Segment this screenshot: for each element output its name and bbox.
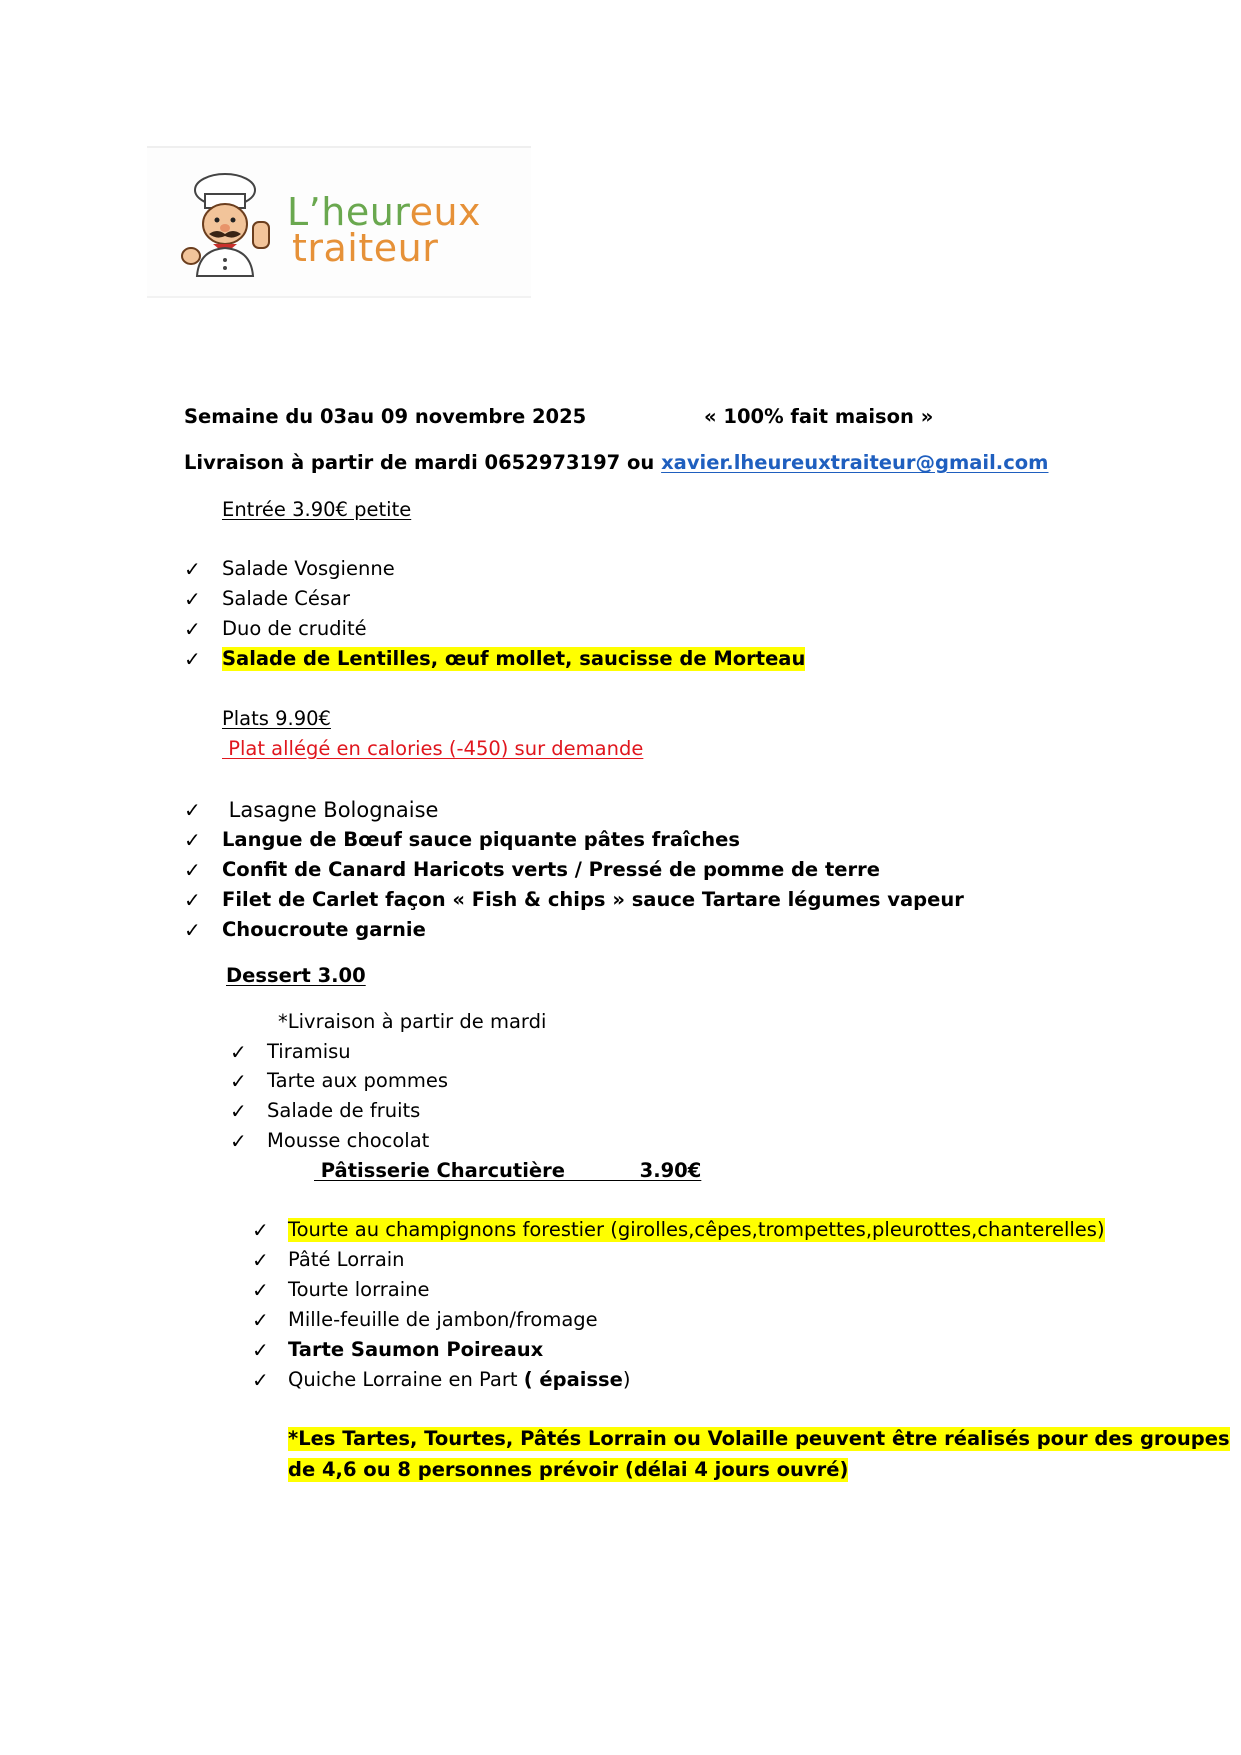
delivery-line — [184, 451, 1049, 475]
plats-item: Filet de Carlet façon « Fish & chips » sauce Tartare légumes vapeur — [222, 888, 964, 911]
check-icon: ✓ — [252, 1308, 269, 1332]
check-icon: ✓ — [184, 557, 201, 581]
check-icon: ✓ — [230, 1099, 247, 1123]
check-icon: ✓ — [184, 587, 201, 611]
delivery-text: Livraison à partir de mardi 0652973197 ou — [184, 451, 655, 474]
check-icon: ✓ — [252, 1218, 269, 1242]
dessert-item: Mousse chocolat — [267, 1129, 430, 1152]
plats-item: Lasagne Bolognaise — [222, 798, 439, 822]
check-icon: ✓ — [252, 1248, 269, 1272]
email-link[interactable]: xavier.lheureuxtraiteur@gmail.com — [661, 451, 1049, 474]
patisserie-item: Tourte lorraine — [288, 1278, 430, 1301]
patisserie-item: Tarte Saumon Poireaux — [288, 1338, 544, 1361]
entree-title: Entrée 3.90€ petite — [222, 498, 412, 521]
tagline: « 100% fait maison » — [704, 405, 934, 428]
check-icon: ✓ — [252, 1278, 269, 1302]
footnote-line1: *Les Tartes, Tourtes, Pâtés Lorrain ou Volaille peuvent être réalisés pour des groupes — [288, 1427, 1230, 1450]
patisserie-item: Pâté Lorrain — [288, 1248, 405, 1271]
check-icon: ✓ — [184, 888, 201, 912]
plats-item: Confit de Canard Haricots verts / Pressé de pomme de terre — [222, 858, 880, 881]
plats-item: Choucroute garnie — [222, 918, 426, 941]
entree-item: Salade César — [222, 587, 351, 610]
plats-title: Plats 9.90€ — [222, 707, 331, 730]
patisserie-item-highlight: Tourte au champignons forestier (girolles,cêpes,trompettes,pleurottes,chanterelles) — [288, 1218, 1105, 1241]
logo-text-line2: traiteur — [292, 226, 439, 270]
patisserie-item-quiche: Quiche Lorraine en Part ( épaisse) — [288, 1368, 631, 1391]
check-icon: ✓ — [230, 1129, 247, 1153]
check-icon: ✓ — [184, 617, 201, 641]
check-icon: ✓ — [252, 1368, 269, 1392]
dessert-title: Dessert 3.00 — [226, 964, 366, 987]
check-icon: ✓ — [230, 1040, 247, 1064]
check-icon: ✓ — [184, 918, 201, 942]
dessert-item: Tiramisu — [267, 1040, 351, 1063]
plats-item: Langue de Bœuf sauce piquante pâtes fraîches — [222, 828, 741, 851]
check-icon: ✓ — [184, 647, 201, 671]
dessert-item: Tarte aux pommes — [267, 1069, 448, 1092]
entree-item-highlight: Salade de Lentilles, œuf mollet, saucisse de Morteau — [222, 647, 806, 670]
dessert-note: *Livraison à partir de mardi — [278, 1010, 547, 1033]
patisserie-item: Mille-feuille de jambon/fromage — [288, 1308, 598, 1331]
dessert-item: Salade de fruits — [267, 1099, 421, 1122]
logo-text-line1: L’heureux — [287, 190, 482, 234]
check-icon: ✓ — [184, 858, 201, 882]
check-icon: ✓ — [184, 798, 201, 822]
entree-item: Duo de crudité — [222, 617, 367, 640]
logo — [147, 146, 531, 298]
footnote-line2: de 4,6 ou 8 personnes prévoir (délai 4 jours ouvré) — [288, 1458, 849, 1481]
week-heading: Semaine du 03au 09 novembre 2025 — [184, 405, 587, 428]
check-icon: ✓ — [252, 1338, 269, 1362]
plats-note: Plat allégé en calories (-450) sur demande — [222, 737, 644, 760]
patisserie-title: Pâtisserie Charcutière 3.90€ — [314, 1159, 702, 1182]
chef-illustration — [179, 168, 279, 278]
entree-item: Salade Vosgienne — [222, 557, 395, 580]
check-icon: ✓ — [184, 828, 201, 852]
check-icon: ✓ — [230, 1069, 247, 1093]
